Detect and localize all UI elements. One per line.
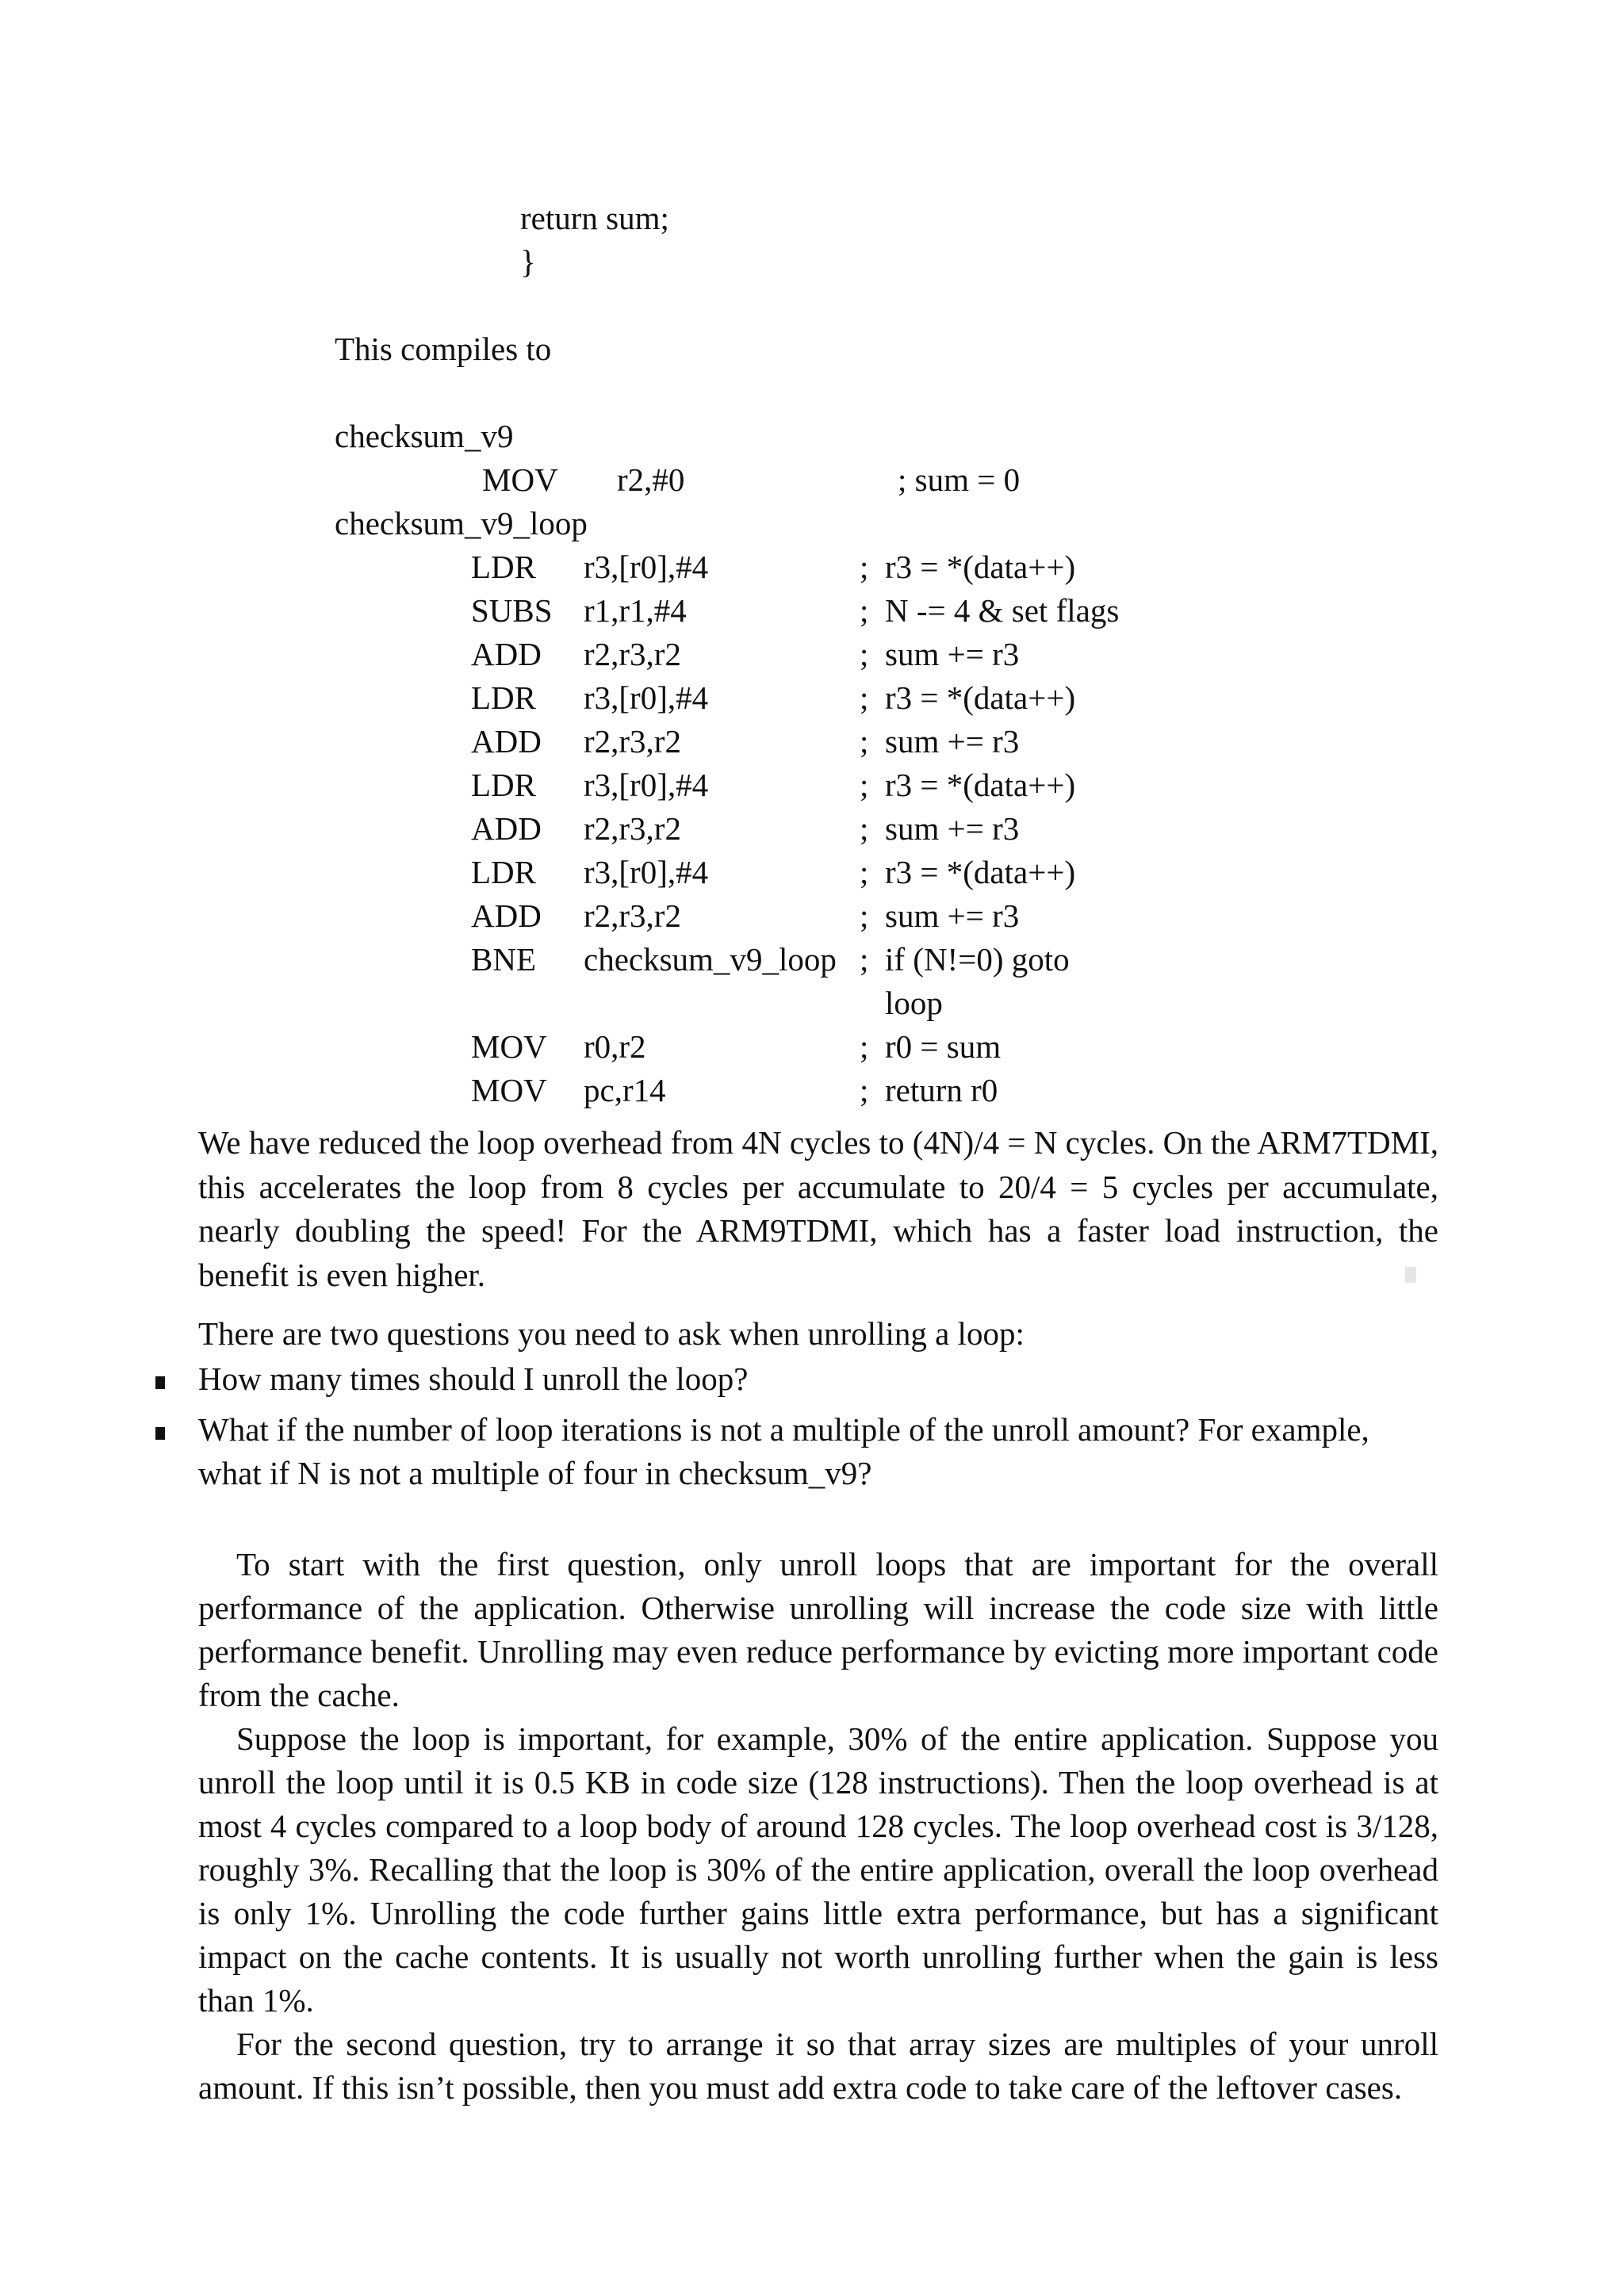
asm-opcode: LDR [471,679,536,716]
bullet-item-1: How many times should I unroll the loop? [198,1360,749,1397]
asm-comment: r0 = sum [885,1028,1002,1065]
paragraph-second-question [198,2022,1438,2110]
scan-artifact [1405,1267,1416,1283]
questions-intro: There are two questions you need to ask when unrolling a loop: [198,1315,1025,1352]
asm-comment: sum += r3 [885,723,1020,760]
asm-operands: r2,r3,r2 [584,897,681,934]
asm-comment: N -= 4 & set flags [885,592,1120,629]
asm-comment-marker: ; [860,810,869,847]
asm-comment: return r0 [885,1072,998,1108]
asm-opcode: ADD [471,723,542,760]
asm-comment: r3 = *(data++) [885,549,1076,585]
asm-comment-marker: ; [860,592,869,629]
asm-opcode: BNE [471,941,536,978]
asm-opcode: ADD [471,810,542,847]
asm-opcode: LDR [471,854,536,890]
asm-label-checksum-v9: checksum_v9 [335,418,514,454]
paragraph-first-question-text: To start with the first question, only unroll loops that are important for the overall performance of the application. Otherwise unrolling will increase the code size with little performance benefit. Unrolling may even reduce performance by evicting more important code from the cache. [198,1546,1438,1713]
asm-label-loop: checksum_v9_loop [335,505,588,541]
bullet-marker [155,1376,165,1389]
paragraph-first-question [198,1543,1438,1717]
code-closing-brace: } [520,243,536,280]
asm-opcode: ADD [471,897,542,934]
asm-comment-marker: ; [860,723,869,760]
paragraph-example [198,1717,1438,2022]
paragraph-loop-overhead: We have reduced the loop overhead from 4N cycles to (4N)/4 = N cycles. On the ARM7TDMI, this accelerates the loop from 8 cycles per accumulate to 20/4 = 5 cycles per accumulate, nearly doubling the speed! For the ARM9TDMI, which has a faster load instruction, the benefit is even higher. [198,1124,1438,1293]
asm-comment-marker: ; [860,854,869,890]
intro-text: This compiles to [335,331,552,367]
asm-mov-op: MOV [482,461,558,498]
asm-operands: r0,r2 [584,1028,646,1065]
asm-operands: r2,r3,r2 [584,636,681,672]
asm-comment-marker: ; [860,636,869,672]
asm-opcode: SUBS [471,592,553,629]
asm-opcode: ADD [471,636,542,672]
asm-comment-marker: ; [860,941,869,978]
asm-comment-marker: ; [860,897,869,934]
asm-operands: pc,r14 [584,1072,666,1108]
asm-operands: r3,[r0],#4 [584,549,709,585]
asm-comment-marker: ; [860,1072,869,1108]
paragraph-example-text: Suppose the loop is important, for example, 30% of the entire application. Suppose you unroll the loop until it is 0.5 KB in code size (128 instructions). Then the loop overhead is at most 4 cycles compared to a loop body of around 128 cycles. The loop overhead cost is 3/128, roughly 3%. Recalling that the loop is 30% of the entire application, overall the loop overhead is only 1%. Unrolling the code further gains little extra performance, but has a significant impact on the cache contents. It is usually not worth unrolling further when the gain is less than 1%. [198,1720,1438,2019]
asm-operands: r1,r1,#4 [584,592,687,629]
asm-comment: sum += r3 [885,897,1020,934]
bullet-item-2: What if the number of loop iterations is not a multiple of the unroll amount? For example, what if N is not a multiple of four in checksum_v9? [198,1411,1369,1491]
asm-opcode: LDR [471,767,536,803]
asm-operands: r2,r3,r2 [584,723,681,760]
asm-comment: r3 = *(data++) [885,854,1076,890]
asm-comment: sum += r3 [885,636,1020,672]
asm-opcode: LDR [471,549,536,585]
asm-comment-marker: ; [860,679,869,716]
asm-comment: r3 = *(data++) [885,679,1076,716]
paragraph-second-question-text: For the second question, try to arrange it so that array sizes are multiples of your unroll amount. If this isn’t possible, then you must add extra code to take care of the leftover cases. [198,2026,1438,2106]
asm-comment-marker: ; [860,549,869,585]
asm-comment: r3 = *(data++) [885,767,1076,803]
asm-operands: r3,[r0],#4 [584,767,709,803]
asm-operands: r3,[r0],#4 [584,854,709,890]
asm-mov-args: r2,#0 [617,461,685,498]
asm-comment-marker: ; [860,767,869,803]
asm-opcode: MOV [471,1028,547,1065]
asm-comment: loop [885,985,943,1021]
bullet-marker [155,1427,165,1440]
asm-operands: r3,[r0],#4 [584,679,709,716]
asm-mov-comment: ; sum = 0 [898,461,1021,498]
asm-operands: checksum_v9_loop [584,941,837,978]
asm-comment: sum += r3 [885,810,1020,847]
asm-comment: if (N!=0) goto [885,941,1070,978]
code-return-line: return sum; [520,200,669,236]
asm-operands: r2,r3,r2 [584,810,681,847]
asm-opcode: MOV [471,1072,547,1108]
asm-comment-marker: ; [860,1028,869,1065]
